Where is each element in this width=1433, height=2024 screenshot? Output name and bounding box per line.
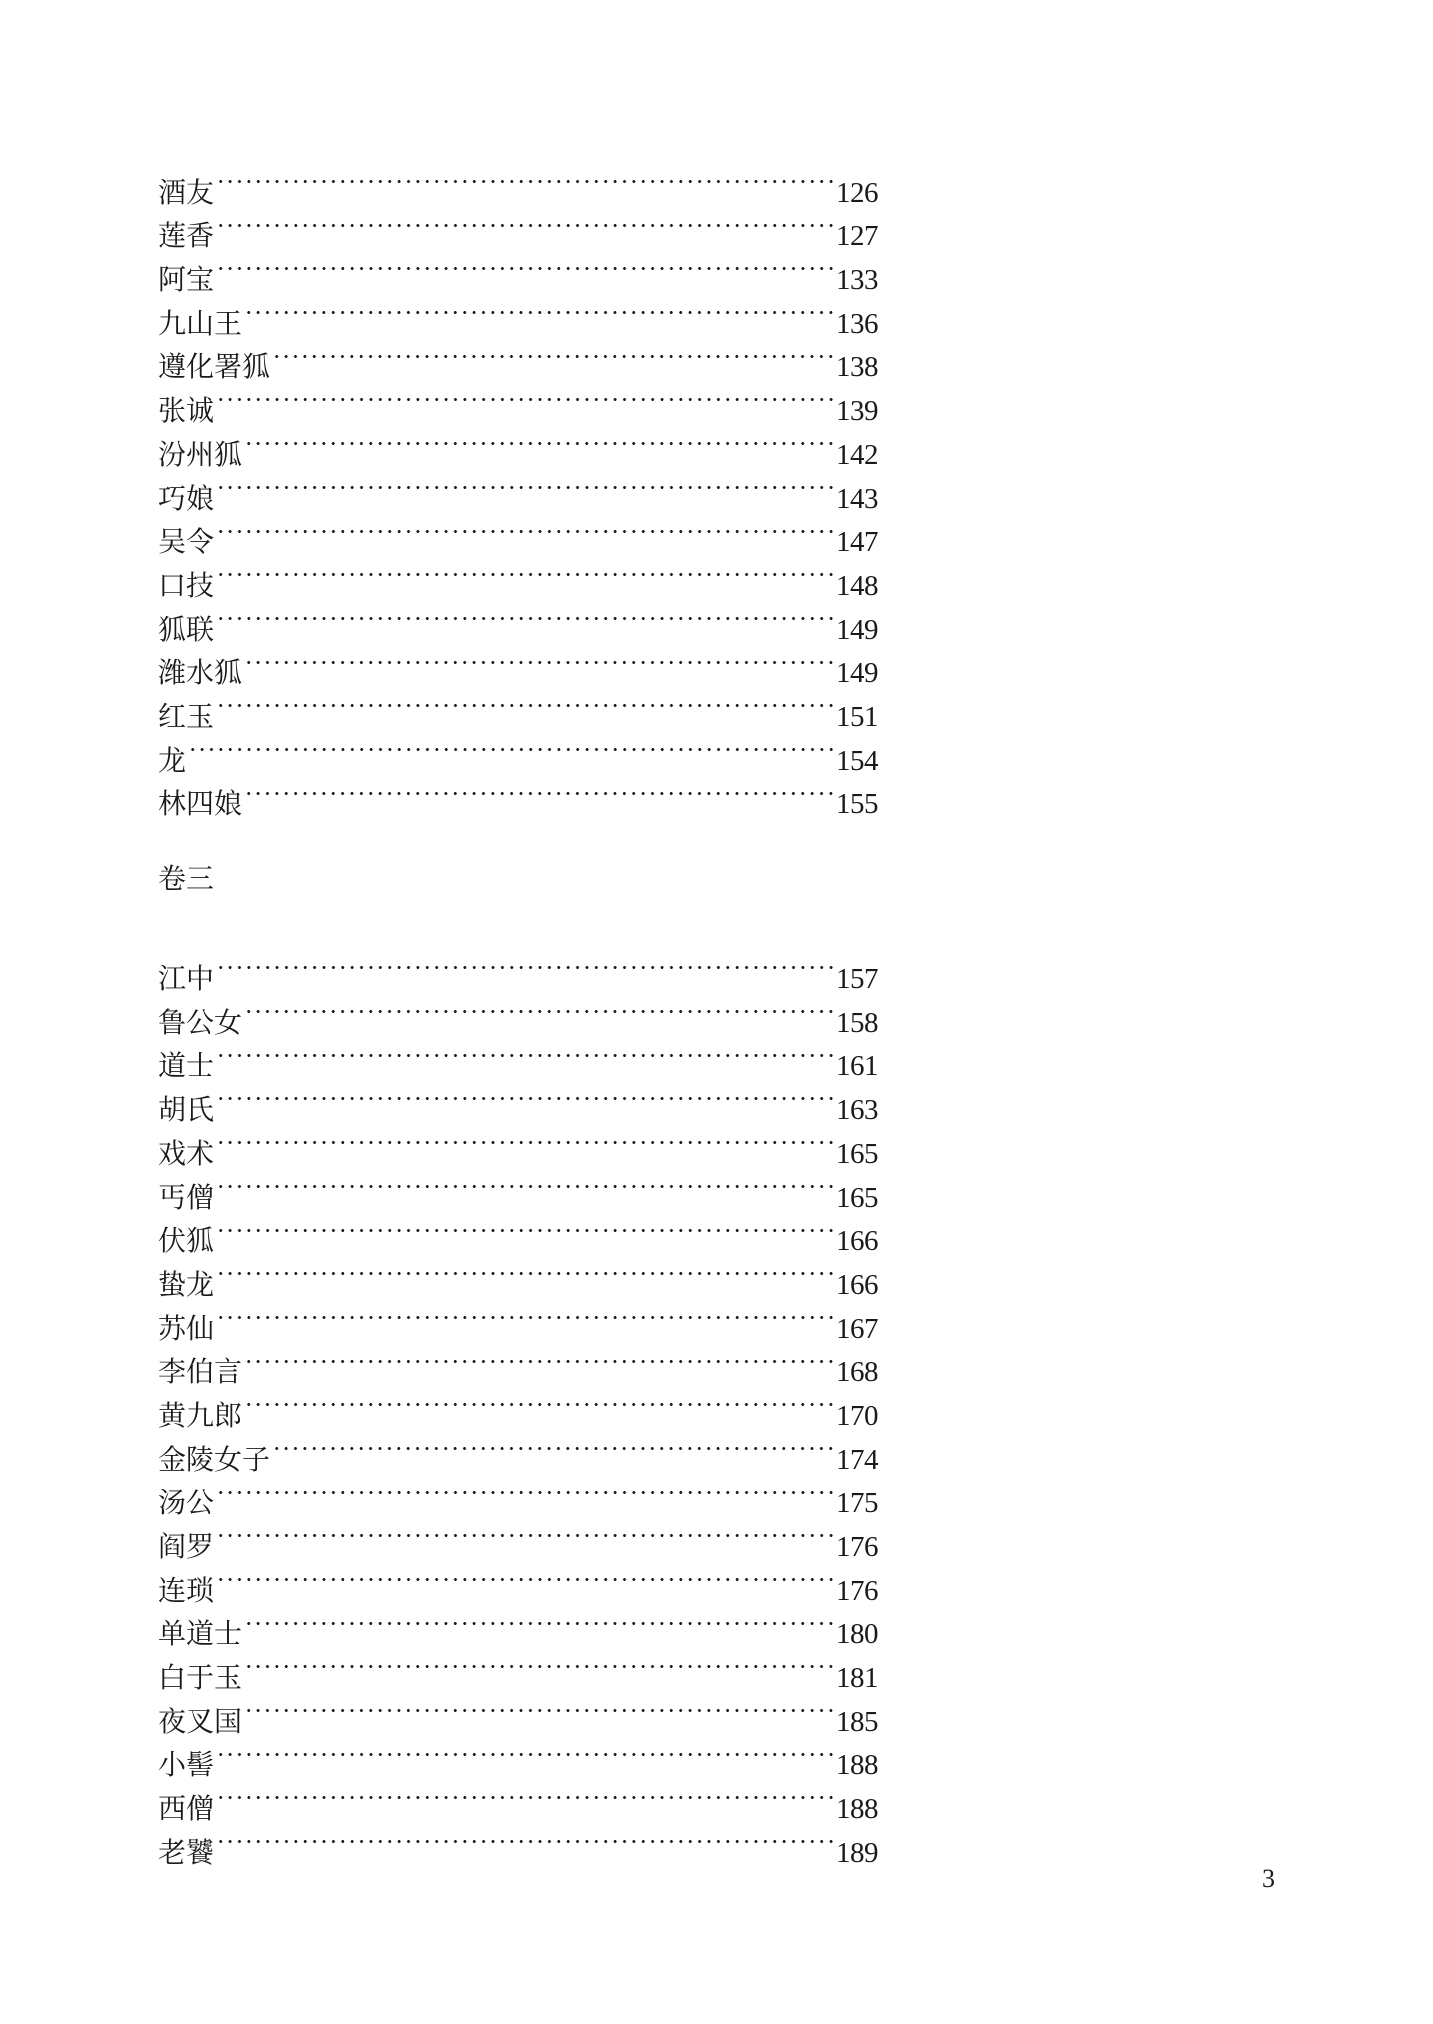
toc-entry-title: 白于玉 bbox=[158, 1661, 243, 1695]
toc-entry[interactable] bbox=[158, 376, 878, 428]
toc-dot-leader bbox=[242, 770, 836, 814]
toc-entry-title: 汾州狐 bbox=[158, 437, 243, 471]
toc-entry-title: 黄九郎 bbox=[158, 1398, 243, 1432]
toc-dot-leader bbox=[214, 1818, 836, 1862]
toc-entry-title: 红玉 bbox=[158, 699, 215, 733]
toc-entry-page: 158 bbox=[836, 1006, 878, 1039]
toc-entry-title: 阎罗 bbox=[158, 1530, 215, 1563]
toc-entry-page: 148 bbox=[836, 569, 878, 602]
toc-entry[interactable] bbox=[158, 508, 878, 559]
toc-entry-title: 夜叉国 bbox=[158, 1704, 243, 1738]
toc-entry-page: 180 bbox=[836, 1618, 878, 1651]
toc-entry-page: 185 bbox=[836, 1705, 878, 1738]
toc-entry-page: 147 bbox=[836, 526, 878, 559]
toc-entry-title: 连琐 bbox=[158, 1573, 215, 1607]
toc-entry[interactable] bbox=[158, 464, 878, 515]
toc-entry-page: 189 bbox=[836, 1836, 878, 1869]
toc-entry-title: 汤公 bbox=[158, 1486, 215, 1520]
toc-entry-page: 138 bbox=[836, 351, 878, 384]
toc-entry[interactable] bbox=[158, 1425, 878, 1476]
toc-dot-leader bbox=[214, 158, 836, 202]
toc-dot-leader bbox=[214, 682, 836, 726]
toc-dot-leader bbox=[214, 1774, 836, 1818]
toc-dot-leader bbox=[214, 1556, 836, 1600]
toc-entry-page: 133 bbox=[836, 264, 878, 297]
toc-entry-title: 龙 bbox=[158, 743, 187, 777]
toc-entry[interactable] bbox=[158, 1687, 878, 1738]
toc-dot-leader bbox=[242, 639, 836, 683]
toc-entry[interactable] bbox=[158, 1075, 878, 1127]
toc-entry[interactable] bbox=[158, 726, 878, 777]
toc-entry-page: 139 bbox=[836, 395, 878, 428]
toc-entry-page: 175 bbox=[836, 1487, 878, 1520]
toc-dot-leader bbox=[214, 1731, 836, 1775]
toc-dot-leader bbox=[214, 1512, 836, 1556]
toc-dot-leader bbox=[242, 1643, 836, 1687]
toc-entry-page: 188 bbox=[836, 1749, 878, 1782]
toc-dot-leader bbox=[270, 333, 836, 377]
toc-entry[interactable] bbox=[158, 1774, 878, 1826]
toc-dot-leader bbox=[242, 1687, 836, 1731]
toc-entry[interactable] bbox=[158, 1731, 878, 1782]
toc-dot-leader bbox=[242, 289, 836, 333]
toc-entry-page: 161 bbox=[836, 1050, 878, 1083]
toc-entry[interactable] bbox=[158, 944, 878, 996]
toc-entry[interactable] bbox=[158, 1250, 878, 1301]
toc-entry-page: 151 bbox=[836, 700, 878, 733]
toc-dot-leader bbox=[270, 1425, 836, 1469]
toc-entry[interactable] bbox=[158, 551, 878, 602]
toc-dot-leader bbox=[214, 1469, 836, 1513]
toc-entry-title: 口技 bbox=[158, 568, 215, 602]
toc-dot-leader bbox=[214, 1250, 836, 1294]
toc-entry-title: 遵化署狐 bbox=[158, 350, 271, 384]
toc-entry[interactable] bbox=[158, 420, 878, 471]
toc-dot-leader bbox=[214, 464, 836, 508]
toc-entry[interactable] bbox=[158, 1818, 878, 1869]
toc-dot-leader bbox=[242, 1338, 836, 1382]
toc-entry[interactable] bbox=[158, 639, 878, 690]
toc-entry-title: 张诚 bbox=[158, 394, 215, 428]
toc-dot-leader bbox=[186, 726, 836, 770]
toc-dot-leader bbox=[242, 420, 836, 464]
toc-entry-title: 胡氏 bbox=[158, 1093, 215, 1127]
toc-entry[interactable] bbox=[158, 1294, 878, 1345]
toc-entry-title: 伏狐 bbox=[158, 1224, 215, 1258]
toc-entry[interactable] bbox=[158, 770, 878, 821]
toc-entry[interactable] bbox=[158, 1381, 878, 1432]
toc-entry[interactable] bbox=[158, 988, 878, 1039]
toc-dot-leader bbox=[214, 551, 836, 595]
toc-dot-leader bbox=[214, 1294, 836, 1338]
toc-entry-title: 苏仙 bbox=[158, 1311, 215, 1345]
toc-entry-page: 136 bbox=[836, 307, 878, 340]
toc-entry-title: 潍水狐 bbox=[158, 656, 243, 690]
toc-entry[interactable] bbox=[158, 682, 878, 733]
toc-dot-leader bbox=[214, 944, 836, 988]
toc-dot-leader bbox=[242, 988, 836, 1032]
toc-entry-title: 林四娘 bbox=[158, 787, 243, 821]
toc-entry-title: 西僧 bbox=[158, 1792, 215, 1826]
page-number: 3 bbox=[1262, 1864, 1275, 1893]
toc-entry-title: 莲香 bbox=[158, 219, 215, 253]
section-heading: 卷三 bbox=[158, 862, 215, 895]
toc-entry-page: 157 bbox=[836, 963, 878, 996]
toc-entry-page: 154 bbox=[836, 744, 878, 777]
toc-entry-page: 167 bbox=[836, 1312, 878, 1345]
toc-entry-page: 168 bbox=[836, 1356, 878, 1389]
toc-entry-page: 176 bbox=[836, 1531, 878, 1563]
toc-entry-title: 李伯言 bbox=[158, 1355, 243, 1389]
toc-entry[interactable] bbox=[158, 1469, 878, 1520]
toc-entry-title: 九山王 bbox=[158, 306, 243, 340]
toc-entry[interactable] bbox=[158, 202, 878, 253]
toc-dot-leader bbox=[214, 1032, 836, 1076]
toc-entry[interactable] bbox=[158, 1643, 878, 1695]
toc-dot-leader bbox=[242, 1600, 836, 1644]
toc-entry-title: 巧娘 bbox=[158, 481, 215, 515]
toc-entry-title: 单道士 bbox=[158, 1617, 243, 1651]
toc-entry-page: 165 bbox=[836, 1181, 878, 1214]
toc-entry-page: 174 bbox=[836, 1443, 878, 1476]
toc-entry-page: 176 bbox=[836, 1574, 878, 1607]
toc-entry[interactable] bbox=[158, 245, 878, 297]
table-of-contents bbox=[158, 158, 878, 1869]
toc-entry[interactable] bbox=[158, 1163, 878, 1214]
toc-entry[interactable] bbox=[158, 1032, 878, 1083]
toc-dot-leader bbox=[214, 1163, 836, 1207]
toc-entry-title: 老饕 bbox=[158, 1835, 215, 1869]
toc-dot-leader bbox=[214, 1075, 836, 1119]
toc-entry-title: 吴令 bbox=[158, 525, 215, 559]
toc-entry-title: 阿宝 bbox=[158, 263, 215, 297]
toc-entry[interactable] bbox=[158, 595, 878, 646]
toc-group-2 bbox=[158, 944, 878, 1869]
toc-entry-title: 狐联 bbox=[158, 612, 215, 646]
toc-entry-page: 142 bbox=[836, 438, 878, 471]
toc-entry-title: 鲁公女 bbox=[158, 1005, 243, 1039]
toc-group-1 bbox=[158, 158, 878, 821]
toc-entry-page: 166 bbox=[836, 1268, 878, 1301]
toc-entry-title: 金陵女子 bbox=[158, 1442, 271, 1476]
toc-entry[interactable] bbox=[158, 1338, 878, 1389]
toc-entry[interactable] bbox=[158, 158, 878, 209]
toc-dot-leader bbox=[214, 376, 836, 420]
toc-entry-title: 蛰龙 bbox=[158, 1267, 215, 1301]
toc-dot-leader bbox=[214, 1119, 836, 1163]
toc-entry-title: 江中 bbox=[158, 962, 215, 996]
toc-entry-page: 181 bbox=[836, 1662, 878, 1695]
toc-dot-leader bbox=[214, 245, 836, 289]
toc-entry-page: 143 bbox=[836, 482, 878, 515]
toc-entry-page: 127 bbox=[836, 220, 878, 253]
toc-entry-page: 166 bbox=[836, 1225, 878, 1258]
toc-entry-title: 酒友 bbox=[158, 175, 215, 209]
toc-dot-leader bbox=[242, 1381, 836, 1425]
toc-entry[interactable] bbox=[158, 289, 878, 340]
toc-entry-page: 170 bbox=[836, 1399, 878, 1432]
toc-entry-page: 163 bbox=[836, 1094, 878, 1127]
toc-entry-page: 165 bbox=[836, 1137, 878, 1170]
toc-entry[interactable] bbox=[158, 1556, 878, 1607]
toc-entry-title: 戏术 bbox=[158, 1136, 215, 1170]
toc-entry-page: 149 bbox=[836, 657, 878, 690]
toc-entry-page: 126 bbox=[836, 176, 878, 209]
toc-dot-leader bbox=[214, 595, 836, 639]
toc-entry[interactable] bbox=[158, 1512, 878, 1563]
toc-dot-leader bbox=[214, 202, 836, 246]
toc-entry[interactable] bbox=[158, 1600, 878, 1651]
toc-entry-title: 道士 bbox=[158, 1049, 215, 1083]
toc-entry-title: 小髻 bbox=[158, 1748, 215, 1782]
toc-entry-page: 188 bbox=[836, 1793, 878, 1826]
toc-entry[interactable] bbox=[158, 1119, 878, 1170]
toc-entry[interactable] bbox=[158, 333, 878, 384]
toc-dot-leader bbox=[214, 1207, 836, 1251]
toc-entry-page: 155 bbox=[836, 788, 878, 821]
toc-entry-page: 149 bbox=[836, 613, 878, 646]
toc-entry-title: 丐僧 bbox=[158, 1180, 215, 1214]
toc-entry[interactable] bbox=[158, 1207, 878, 1258]
toc-dot-leader bbox=[214, 508, 836, 552]
